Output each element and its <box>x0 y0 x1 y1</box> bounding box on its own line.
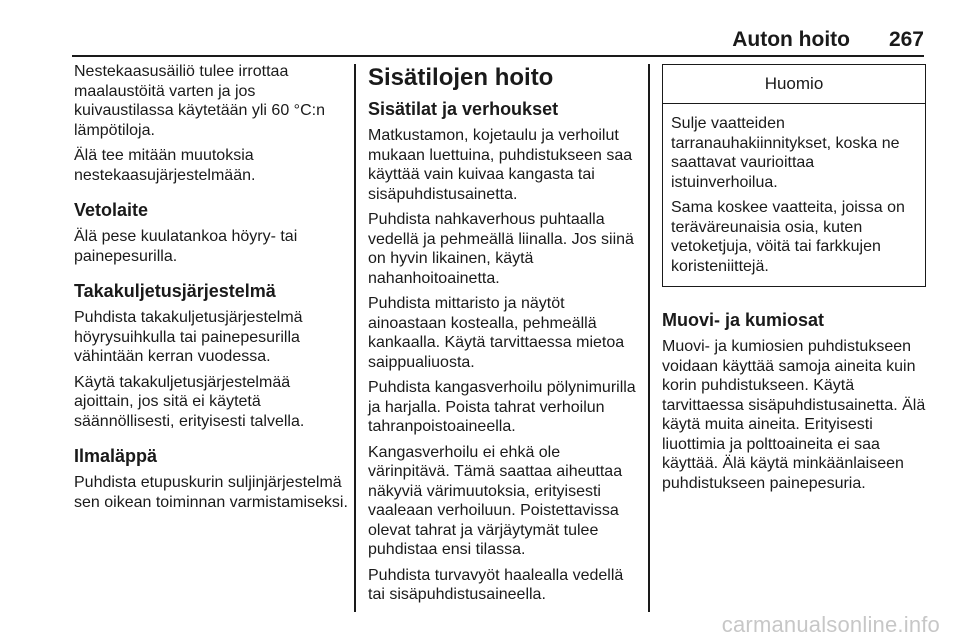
section-heading: Ilmaläppä <box>74 446 158 466</box>
chapter-heading: Sisätilojen hoito <box>368 64 554 91</box>
paragraph: Kangasverhoilu ei ehkä ole värinpitävä. Tämä saattaa aiheuttaa näkyviä värimuutoksia, erityisesti vaaleaan verhoiluun. Poistettavissa olevat tahrat ja värjäytymät tulee puhdistaa ensi tilassa. <box>368 443 623 558</box>
column-divider <box>648 64 650 612</box>
right-column <box>662 62 926 499</box>
section-heading: Sisätilat ja verhoukset <box>368 99 559 119</box>
section-heading: Vetolaite <box>74 200 149 220</box>
section-heading: Muovi- ja kumiosat <box>662 310 825 330</box>
paragraph: Älä pese kuulatankoa höyry- tai painepesurilla. <box>74 228 298 265</box>
paragraph: Puhdista etupuskurin suljinjärjestelmä sen oikean toiminnan varmistamiseksi. <box>74 474 348 511</box>
column-divider <box>354 64 356 612</box>
notice-box <box>662 64 926 287</box>
page-number: 267 <box>888 28 924 51</box>
page-header <box>0 28 960 52</box>
notice-title: Huomio <box>663 65 925 104</box>
paragraph: Puhdista takakuljetusjärjestelmä höyrysuihkulla tai painepesurilla vähintään kerran vuodessa. <box>74 309 303 365</box>
page-title: Auton hoito <box>732 28 850 51</box>
paragraph: Puhdista turvavyöt haalealla vedellä tai sisäpuhdistusaineella. <box>368 566 624 603</box>
notice-paragraph: Sama koskee vaatteita, joissa on teräväreunaisia osia, kuten vetoketjuja, vöitä tai farkkujen koristeniittejä. <box>671 199 905 275</box>
paragraph: Puhdista mittaristo ja näytöt ainoastaan kostealla, pehmeällä kankaalla. Käytä tarvittaessa mietoa saippualiuosta. <box>368 295 625 371</box>
notice-body <box>663 104 925 286</box>
middle-column <box>368 62 636 611</box>
notice-paragraph: Sulje vaatteiden tarranauhakiinnitykset, koska ne saattavat vaurioittaa istuinverhoilua. <box>671 115 900 191</box>
paragraph: Muovi- ja kumiosien puhdistukseen voidaan käyttää samoja aineita kuin korin puhdistukseen. Käytä tarvittaessa sisäpuhdistusainetta. Älä käytä muita aineita. Erityisesti liuottimia ja polttoaineita ei saa käyttää. Älä käytä minkäänlaiseen puhdistukseen painepesuria. <box>662 338 926 492</box>
paragraph: Matkustamon, kojetaulu ja verhoilut mukaan luettuina, puhdistukseen saa käyttää vain kuivaa kangasta tai sisäpuhdistusainetta. <box>368 127 633 203</box>
paragraph: Puhdista nahkaverhous puhtaalla vedellä ja pehmeällä liinalla. Jos siinä on hyvin likainen, käytä nahanhoitoainetta. <box>368 211 634 287</box>
watermark-text: carmanualsonline.info <box>721 612 940 637</box>
section-heading: Takakuljetusjärjestelmä <box>74 281 276 301</box>
paragraph: Puhdista kangasverhoilu pölynimurilla ja harjalla. Poista tahrat verhoilun tahranpoistoaineella. <box>368 379 636 435</box>
header-divider <box>72 55 924 57</box>
paragraph: Älä tee mitään muutoksia nestekaasujärjestelmään. <box>74 147 256 184</box>
paragraph: Käytä takakuljetusjärjestelmää ajoittain, jos sitä ei käytetä säännöllisesti, erityisesti talvella. <box>74 373 305 430</box>
paragraph: Nestekaasusäiliö tulee irrottaa maalaustöitä varten ja jos kuivaustilassa käytetään yli 60 °C:n lämpötiloja. <box>74 63 325 139</box>
left-column <box>74 62 350 518</box>
